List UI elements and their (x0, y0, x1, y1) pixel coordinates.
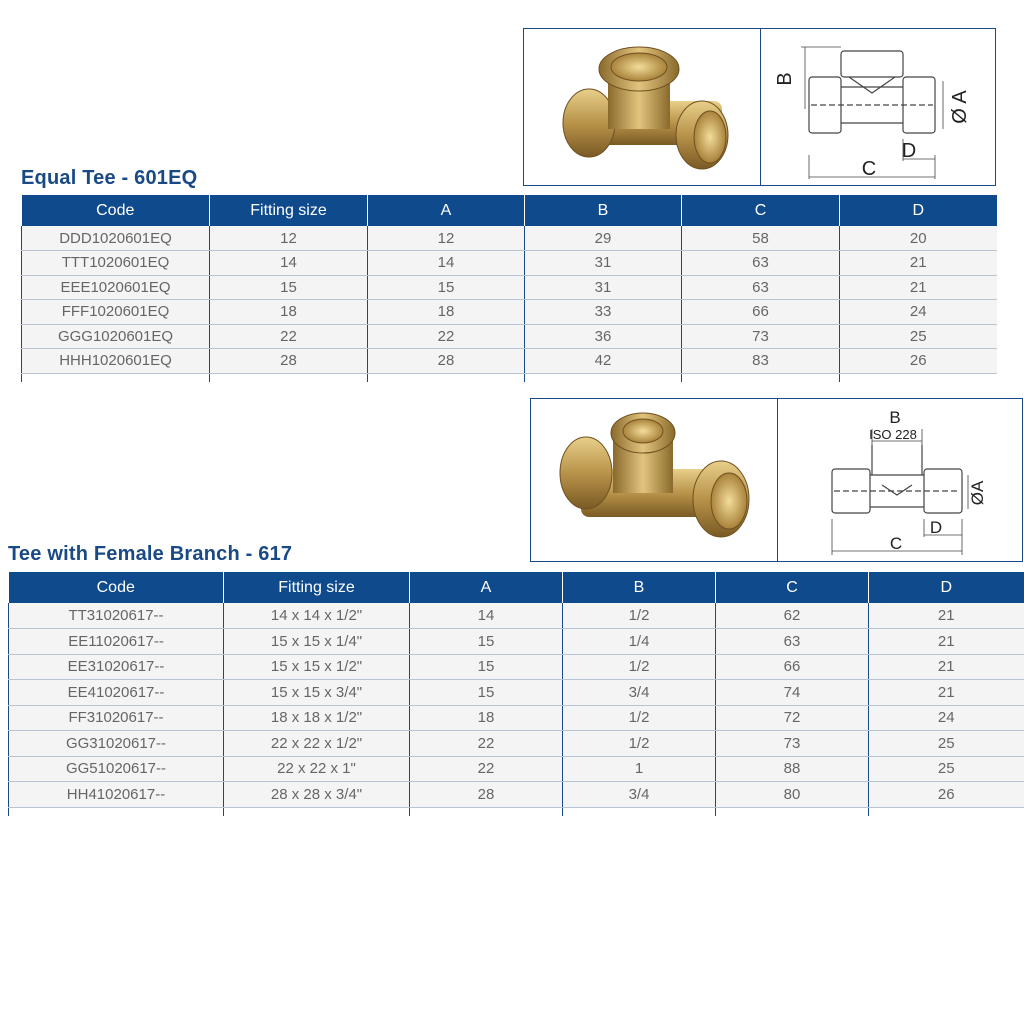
code-cell: GG51020617-- (9, 756, 224, 782)
a-cell: 15 (410, 654, 563, 680)
c-cell: 74 (716, 680, 869, 706)
table-row (9, 705, 1024, 731)
c-cell: 73 (716, 731, 869, 757)
table-row (22, 251, 997, 276)
c-cell: 88 (716, 756, 869, 782)
code-cell: TT31020617-- (9, 603, 224, 629)
b-cell: 1/2 (563, 705, 716, 731)
c-cell: 62 (716, 603, 869, 629)
b-cell: 3/4 (563, 782, 716, 808)
fitting-size-cell: 28 x 28 x 3/4" (224, 782, 410, 808)
d-cell: 21 (869, 629, 1024, 655)
filler-cell (410, 807, 563, 816)
table-row (22, 349, 997, 374)
table-row (9, 603, 1024, 629)
filler-cell (368, 373, 525, 382)
table-row (9, 731, 1024, 757)
b-cell: 33 (525, 300, 682, 325)
d-cell: 26 (840, 349, 997, 374)
code-cell: FF31020617-- (9, 705, 224, 731)
b-cell: 29 (525, 226, 682, 251)
d-cell: 21 (840, 275, 997, 300)
a-cell: 14 (410, 603, 563, 629)
filler-cell (22, 373, 210, 382)
code-cell: EE11020617-- (9, 629, 224, 655)
d-cell: 25 (869, 756, 1024, 782)
table-row (22, 275, 997, 300)
b-cell: 42 (525, 349, 682, 374)
code-cell: FFF1020601EQ (22, 300, 210, 325)
filler-cell (9, 807, 224, 816)
fitting-size-cell: 14 (210, 251, 368, 276)
female-branch-tee-title: Tee with Female Branch - 617 (8, 543, 293, 565)
d-cell: 24 (869, 705, 1024, 731)
equal-tee-title: Equal Tee - 601EQ (21, 167, 198, 189)
d-cell: 25 (840, 324, 997, 349)
a-cell: 22 (410, 756, 563, 782)
b-cell: 31 (525, 275, 682, 300)
code-cell: HHH1020601EQ (22, 349, 210, 374)
c-cell: 63 (716, 629, 869, 655)
dim-label-a: Ø A (949, 90, 971, 124)
filler-cell (210, 373, 368, 382)
code-cell: EE41020617-- (9, 680, 224, 706)
b-cell: 1/2 (563, 603, 716, 629)
d-cell: 26 (869, 782, 1024, 808)
code-cell: EE31020617-- (9, 654, 224, 680)
fitting-size-cell: 22 x 22 x 1/2" (224, 731, 410, 757)
female-branch-tee-image-panel (530, 398, 1023, 562)
b-cell: 31 (525, 251, 682, 276)
code-cell: EEE1020601EQ (22, 275, 210, 300)
col-header-c: C (682, 195, 840, 226)
a-cell: 18 (410, 705, 563, 731)
d-cell: 24 (840, 300, 997, 325)
col-header-b: B (563, 572, 716, 603)
b-cell: 36 (525, 324, 682, 349)
c-cell: 63 (682, 251, 840, 276)
d-cell: 25 (869, 731, 1024, 757)
d-cell: 20 (840, 226, 997, 251)
col-header-a: A (368, 195, 525, 226)
fitting-size-cell: 14 x 14 x 1/2" (224, 603, 410, 629)
c-cell: 63 (682, 275, 840, 300)
fitting-size-cell: 28 (210, 349, 368, 374)
fitting-size-cell: 22 x 22 x 1" (224, 756, 410, 782)
a-cell: 28 (410, 782, 563, 808)
col-header-code: Code (22, 195, 210, 226)
col-header-code: Code (9, 572, 224, 603)
c-cell: 80 (716, 782, 869, 808)
dim-label-b: B (774, 72, 796, 86)
a-cell: 12 (368, 226, 525, 251)
equal-tee-image-panel (523, 28, 996, 186)
filler-cell (224, 807, 410, 816)
a-cell: 14 (368, 251, 525, 276)
table-filler-row (9, 807, 1024, 816)
a-cell: 22 (368, 324, 525, 349)
table-filler-row (22, 373, 997, 382)
dim-label-c: C (861, 158, 877, 180)
a-cell: 15 (410, 680, 563, 706)
dim-label-b: B (889, 408, 901, 427)
b-cell: 1/4 (563, 629, 716, 655)
c-cell: 66 (716, 654, 869, 680)
equal-tee-dimension-drawing (761, 29, 995, 185)
female-branch-tee-table-body (9, 603, 1024, 816)
dim-label-c: C (889, 534, 903, 553)
equal-tee-photo (524, 29, 761, 185)
female-branch-tee-photo (531, 399, 778, 561)
b-cell: 3/4 (563, 680, 716, 706)
d-cell: 21 (840, 251, 997, 276)
table-row (22, 300, 997, 325)
fitting-size-cell: 18 x 18 x 1/2" (224, 705, 410, 731)
col-header-d: D (869, 572, 1024, 603)
filler-cell (716, 807, 869, 816)
a-cell: 15 (410, 629, 563, 655)
fitting-size-cell: 18 (210, 300, 368, 325)
col-header-fitting-size: Fitting size (210, 195, 368, 226)
table-row (22, 226, 997, 251)
dim-label-d: D (929, 518, 943, 537)
a-cell: 28 (368, 349, 525, 374)
c-cell: 72 (716, 705, 869, 731)
col-header-fitting-size: Fitting size (224, 572, 410, 603)
filler-cell (840, 373, 997, 382)
code-cell: HH41020617-- (9, 782, 224, 808)
b-cell: 1/2 (563, 731, 716, 757)
a-cell: 15 (368, 275, 525, 300)
female-branch-tee-dimension-drawing (778, 399, 1022, 561)
equal-tee-table-body (22, 226, 997, 382)
b-cell: 1/2 (563, 654, 716, 680)
col-header-d: D (840, 195, 997, 226)
female-branch-tee-spec-table (8, 572, 1024, 816)
filler-cell (525, 373, 682, 382)
dim-label-d: D (901, 140, 917, 162)
filler-cell (682, 373, 840, 382)
b-cell: 1 (563, 756, 716, 782)
fitting-size-cell: 15 (210, 275, 368, 300)
table-row (9, 756, 1024, 782)
c-cell: 66 (682, 300, 840, 325)
code-cell: GGG1020601EQ (22, 324, 210, 349)
d-cell: 21 (869, 680, 1024, 706)
a-cell: 22 (410, 731, 563, 757)
fitting-size-cell: 15 x 15 x 1/2" (224, 654, 410, 680)
table-row (9, 654, 1024, 680)
filler-cell (563, 807, 716, 816)
c-cell: 58 (682, 226, 840, 251)
fitting-size-cell: 12 (210, 226, 368, 251)
table-row (9, 629, 1024, 655)
dim-label-iso: ISO 228 (869, 427, 917, 442)
col-header-b: B (525, 195, 682, 226)
c-cell: 83 (682, 349, 840, 374)
code-cell: DDD1020601EQ (22, 226, 210, 251)
col-header-c: C (716, 572, 869, 603)
table-row (22, 324, 997, 349)
code-cell: GG31020617-- (9, 731, 224, 757)
fitting-size-cell: 15 x 15 x 3/4" (224, 680, 410, 706)
c-cell: 73 (682, 324, 840, 349)
dim-label-a: ØA (968, 480, 987, 506)
filler-cell (869, 807, 1024, 816)
fitting-size-cell: 15 x 15 x 1/4" (224, 629, 410, 655)
code-cell: TTT1020601EQ (22, 251, 210, 276)
table-row (9, 782, 1024, 808)
a-cell: 18 (368, 300, 525, 325)
col-header-a: A (410, 572, 563, 603)
d-cell: 21 (869, 654, 1024, 680)
equal-tee-spec-table (21, 195, 997, 382)
table-row (9, 680, 1024, 706)
d-cell: 21 (869, 603, 1024, 629)
fitting-size-cell: 22 (210, 324, 368, 349)
